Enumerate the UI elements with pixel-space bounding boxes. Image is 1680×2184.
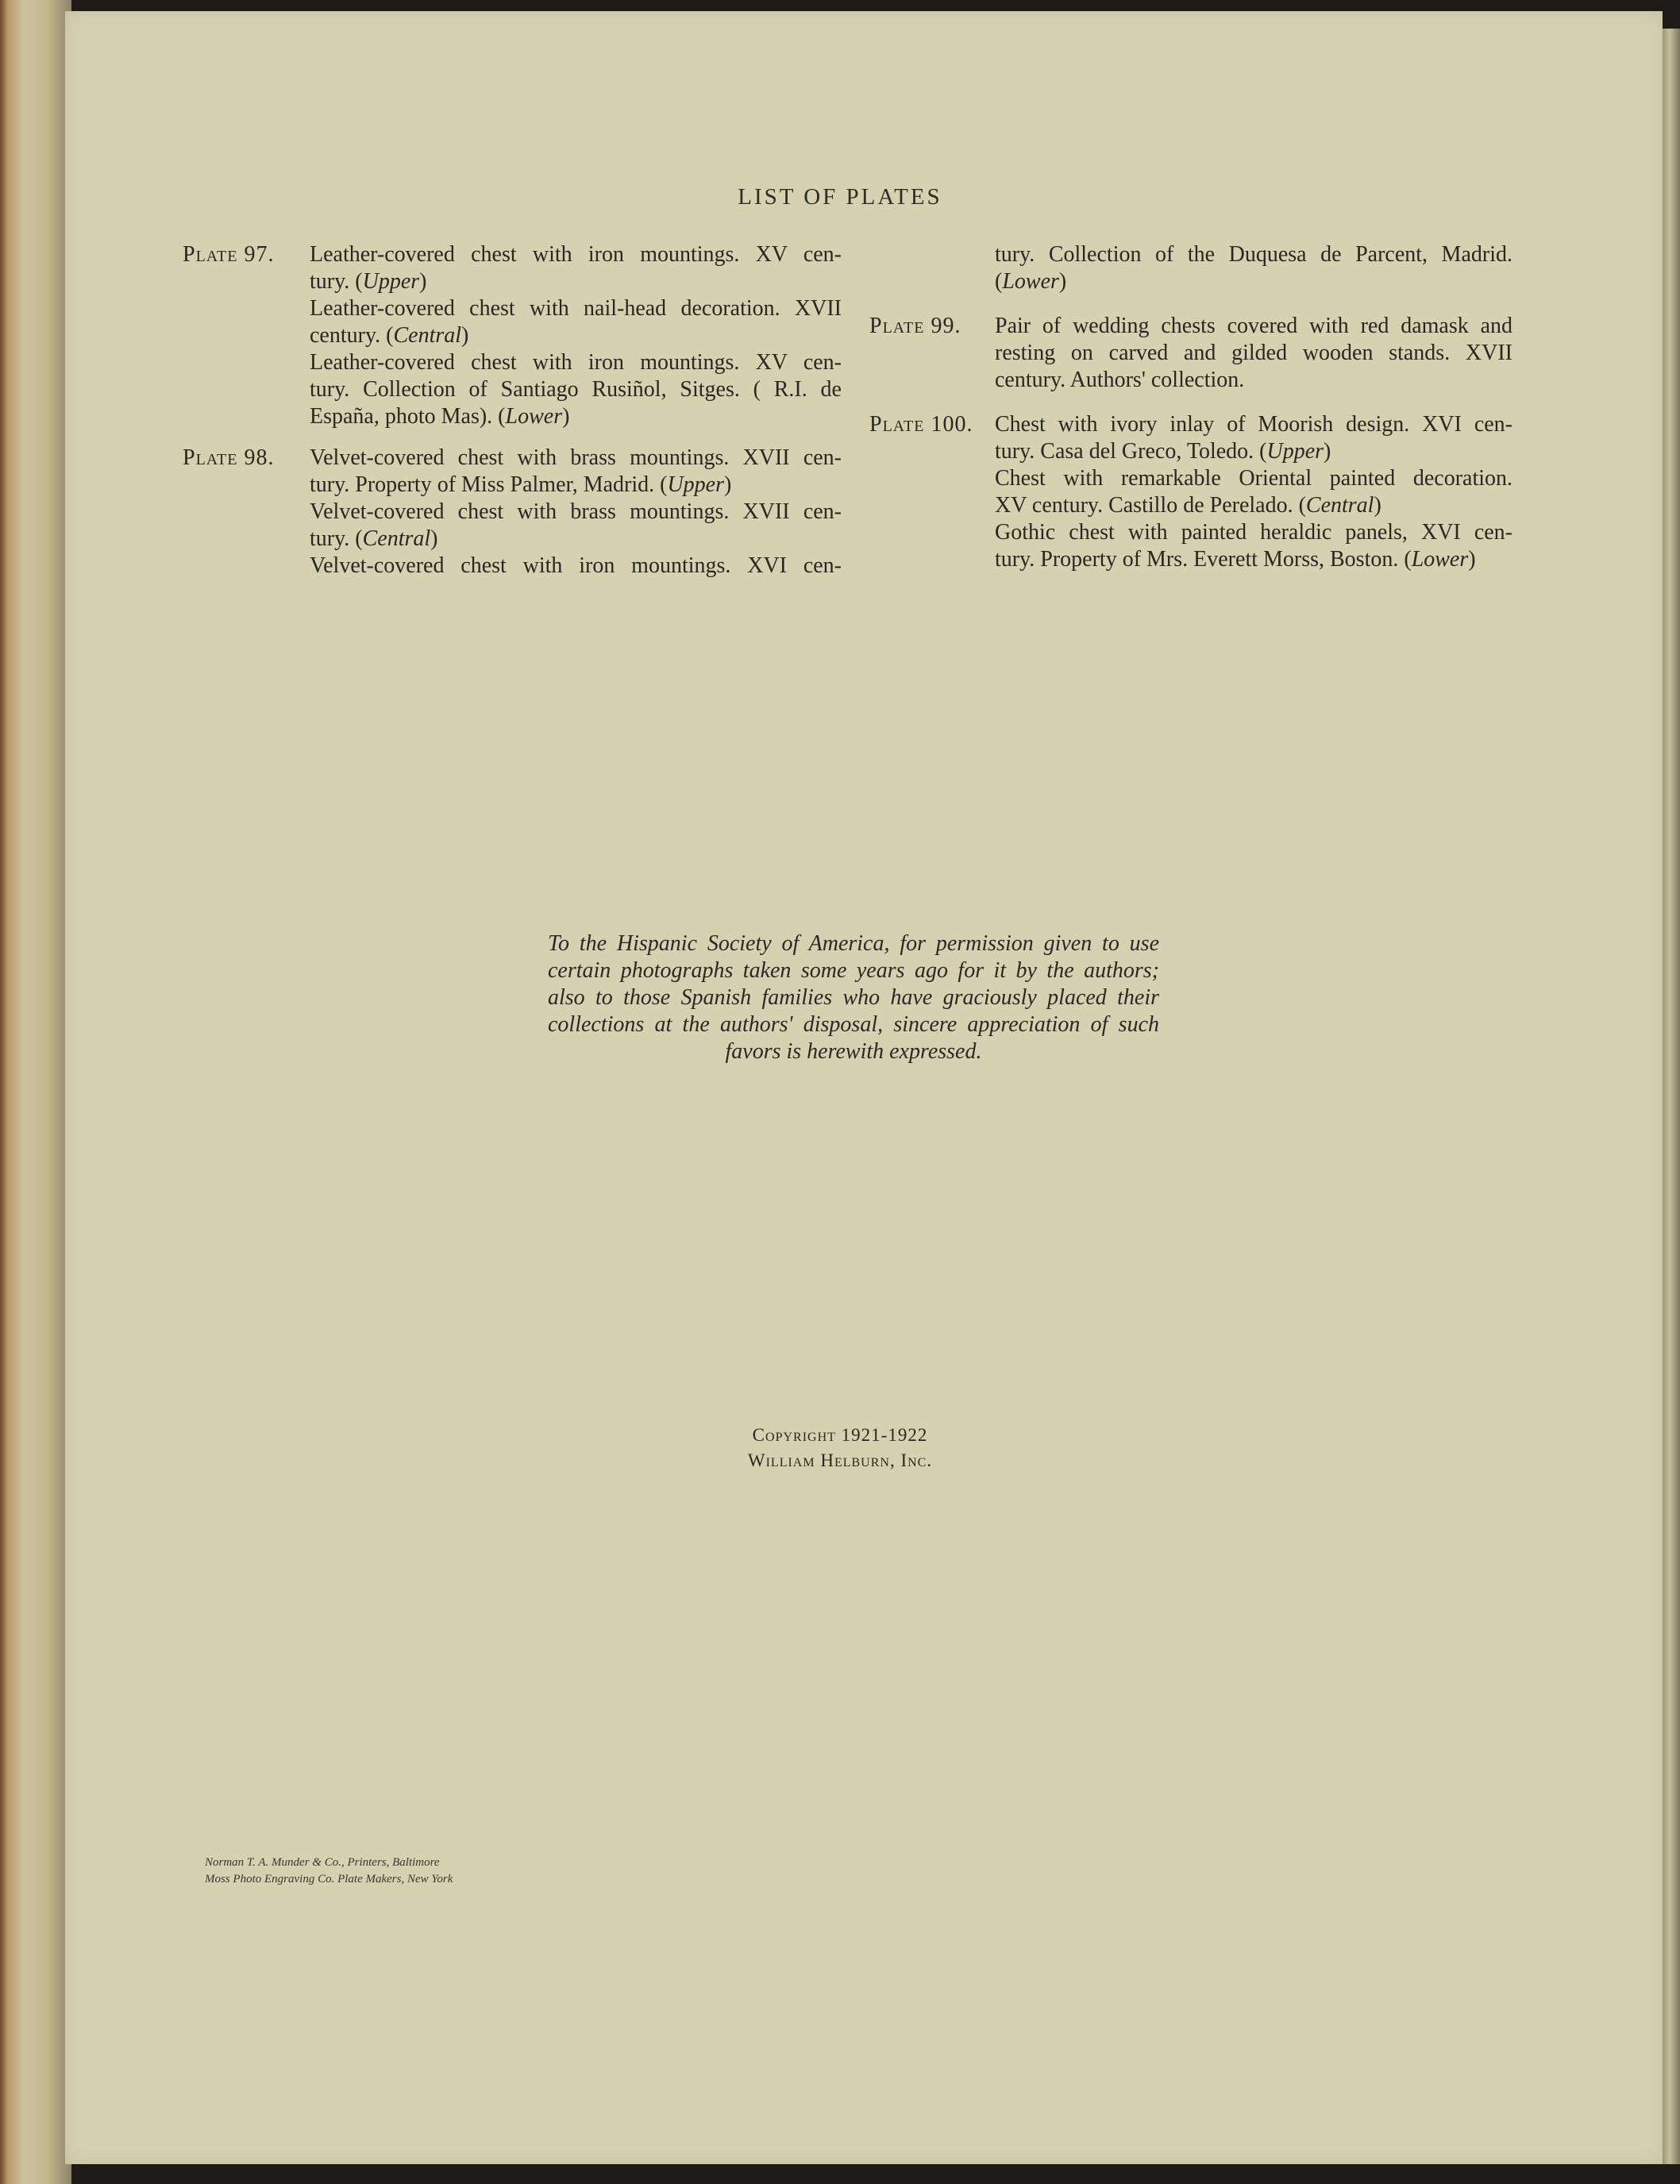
plate-label: Plate 97. bbox=[183, 242, 275, 267]
text-line: century. Authors' collection. bbox=[995, 368, 1245, 392]
printers-credit bbox=[205, 1855, 681, 1888]
text-line: Leather-covered chest with iron mountings. XV cen- bbox=[310, 242, 842, 267]
text-line: tury. (Upper) bbox=[310, 269, 427, 294]
plate-description bbox=[310, 241, 842, 430]
right-column bbox=[869, 241, 1512, 587]
text-line: favors is herewith expressed. bbox=[725, 1039, 982, 1064]
plate-description bbox=[995, 411, 1512, 573]
text-line: century. (Central) bbox=[310, 323, 469, 348]
plate-label: Plate 100. bbox=[869, 412, 973, 437]
text-line: To the Hispanic Society of America, for permission given to use bbox=[548, 931, 1159, 956]
text-line: Chest with remarkable Oriental painted decoration. bbox=[995, 466, 1512, 491]
page-title: LIST OF PLATES bbox=[738, 184, 942, 210]
plate-description bbox=[995, 313, 1512, 394]
text-line: certain photographs taken some years ago for it by the authors; bbox=[548, 958, 1159, 983]
text-line: (Lower) bbox=[995, 269, 1067, 294]
text-line: Velvet-covered chest with brass mountings. XVII cen- bbox=[310, 499, 842, 524]
text-line: Leather-covered chest with nail-head decoration. XVII bbox=[310, 296, 842, 321]
plate-entry-97 bbox=[183, 241, 842, 430]
book-spine bbox=[0, 0, 71, 2184]
text-line: Pair of wedding chests covered with red damask and bbox=[995, 314, 1512, 338]
publisher-line: William Helburn, Inc. bbox=[747, 1450, 933, 1470]
plate-label: Plate 99. bbox=[869, 314, 961, 338]
copyright-notice bbox=[0, 1423, 1680, 1473]
text-line: XV century. Castillo de Perelado. (Central) bbox=[995, 493, 1381, 518]
plate-description bbox=[310, 445, 842, 580]
printer-line: Norman T. A. Munder & Co., Printers, Baltimore bbox=[205, 1856, 440, 1869]
text-line: tury. Collection of Santiago Rusiñol, Sitges. ( R.I. de bbox=[310, 377, 842, 402]
text-line: collections at the authors' disposal, sincere appreciation of such bbox=[548, 1012, 1159, 1037]
plate-label: Plate 98. bbox=[183, 445, 275, 470]
left-column bbox=[183, 241, 842, 594]
plate-entry-98-continued bbox=[995, 241, 1512, 295]
text-line: Velvet-covered chest with iron mountings. XVI cen- bbox=[310, 553, 842, 578]
page-edge bbox=[1663, 29, 1680, 2164]
text-line: Velvet-covered chest with brass mountings. XVII cen- bbox=[310, 445, 842, 470]
text-line: tury. Casa del Greco, Toledo. (Upper) bbox=[995, 439, 1331, 464]
text-line: Leather-covered chest with iron mountings. XV cen- bbox=[310, 350, 842, 375]
text-line: Chest with ivory inlay of Moorish design. XVI cen- bbox=[995, 412, 1512, 437]
plate-entry-100 bbox=[869, 411, 1512, 573]
plate-entry-99 bbox=[869, 313, 1512, 394]
engraver-line: Moss Photo Engraving Co. Plate Makers, New York bbox=[205, 1873, 453, 1885]
text-line: tury. Property of Miss Palmer, Madrid. (Upper) bbox=[310, 472, 732, 497]
acknowledgment bbox=[548, 930, 1159, 1065]
text-line: España, photo Mas). (Lower) bbox=[310, 404, 570, 429]
plate-entry-98 bbox=[183, 445, 842, 580]
text-line: tury. Property of Mrs. Everett Morss, Boston. (Lower) bbox=[995, 547, 1476, 572]
text-line: Gothic chest with painted heraldic panels, XVI cen- bbox=[995, 520, 1512, 545]
text-line: tury. (Central) bbox=[310, 526, 438, 551]
text-line: resting on carved and gilded wooden stands. XVII bbox=[995, 341, 1512, 365]
text-line: also to those Spanish families who have graciously placed their bbox=[548, 985, 1159, 1010]
copyright-line: Copyright 1921-1922 bbox=[752, 1425, 928, 1445]
text-line: tury. Collection of the Duquesa de Parcent, Madrid. bbox=[995, 242, 1512, 267]
